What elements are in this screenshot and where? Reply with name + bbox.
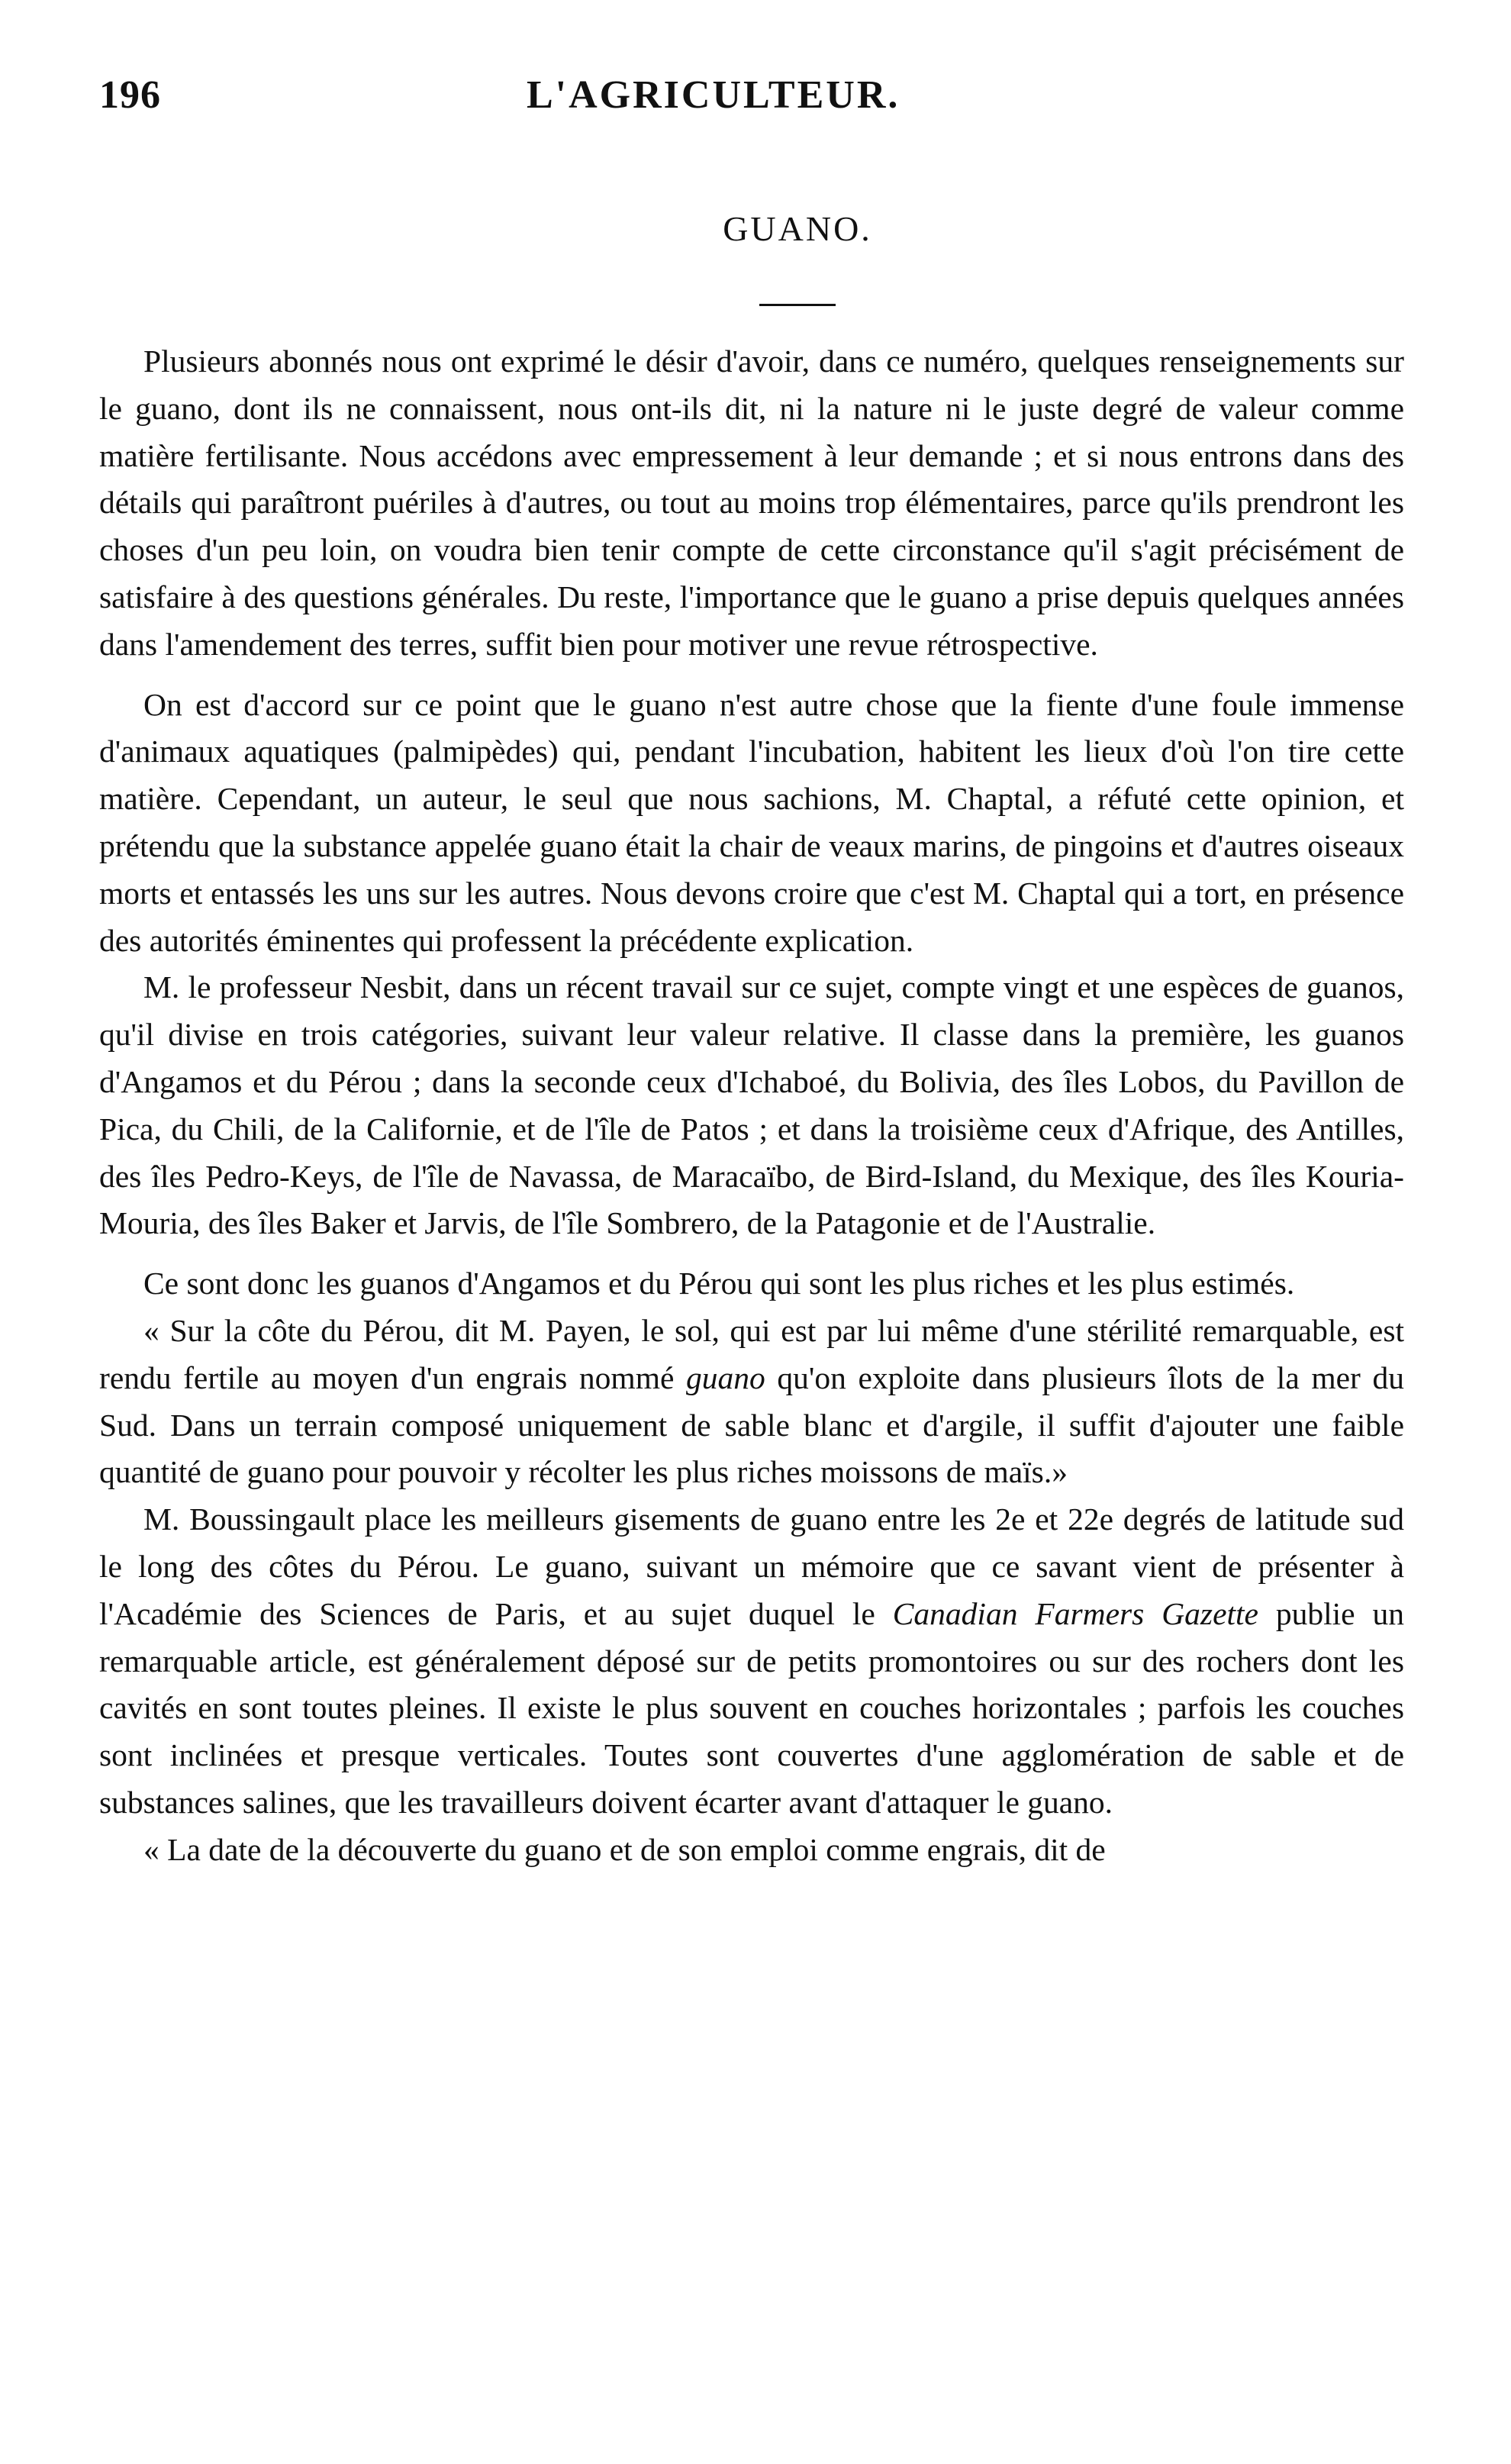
running-head — [99, 73, 1404, 126]
payen-quote-italic: guano — [686, 1359, 765, 1395]
body-text — [99, 338, 1404, 1874]
boussingault-start: M. Boussingault place les meilleurs gisements de guano entre les 2e et 22e degrés de latitude sud le long des côtes du Pérou. Le guano, suivant un mémoire que ce savant vient de présenter à l'Académie des Sciences de Paris, et au sujet duquel le — [99, 1501, 1404, 1631]
title-rule — [759, 304, 836, 306]
paragraph-origin: On est d'accord sur ce point que le guano n'est autre chose que la fiente d'une foule immense d'animaux aquatiques (palmipèdes) qui, pendant l'incubation, habitent les lieux d'où l'on tire cette matière. Cependant, un auteur, le seul que nous sachions, M. Chaptal, a réfuté cette opinion, et prétendu que la substance appelée guano était la chair de veaux marins, de pingoins et d'autres oiseaux morts et entassés les uns sur les autres. Nous devons croire que c'est M. Chaptal qui a tort, en présence des autorités éminentes qui professent la précédente explication. — [99, 686, 1404, 958]
section-title: GUANO. — [723, 209, 872, 248]
paragraph-intro: Plusieurs abonnés nous ont exprimé le désir d'avoir, dans ce numéro, quelques renseignements sur le guano, dont ils ne connaissent, nous ont-ils dit, ni la nature ni le juste degré de valeur comme matière fertilisante. Nous accédons avec empressement à leur demande ; et si nous entrons dans des détails qui paraîtront puériles à d'autres, ou tout au moins trop élémentaires, parce qu'ils prendront les choses d'un peu loin, on voudra bien tenir compte de cette circonstance qu'il s'agit précisément de satisfaire à des questions générales. Du reste, l'importance que le guano a prise depuis quelques années dans l'amendement des terres, suffit bien pour motiver une revue rétrospective. — [99, 343, 1404, 662]
book-page — [99, 73, 1404, 1874]
boussingault-end: publie un remarquable article, est généralement déposé sur de petits promontoires ou sur des rochers dont les cavités en sont toutes pleines. Il existe le plus souvent en couches horizontales ; parfois les couches sont inclinées et presque verticales. Toutes sont couvertes d'une agglomération de sable et de substances salines, que les travailleurs doivent écarter avant d'attaquer le guano. — [99, 1595, 1405, 1820]
paragraph-discovery: « La date de la découverte du guano et de son emploi comme engrais, dit de — [143, 1831, 1106, 1867]
running-title: L'AGRICULTEUR. — [527, 73, 900, 117]
payen-quote-start: « Sur la côte du Pérou, dit M. Payen, le sol, qui est par lui même d'une stérilité remarquable, est rendu fertile au moyen d'un engrais nommé — [99, 1312, 1404, 1395]
paragraph-nesbit: M. le professeur Nesbit, dans un récent travail sur ce sujet, compte vingt et une espèces de guanos, qu'il divise en trois catégories, suivant leur valeur relative. Il classe dans la première, les guanos d'Angamos et du Pérou ; dans la seconde ceux d'Ichaboé, du Bolivia, des îles Lobos, du Pavillon de Pica, du Chili, de la Californie, et de l'île de Patos ; et dans la troisième ceux d'Afrique, des Antilles, des îles Pedro-Keys, de l'île de Navassa, de Maracaïbo, de Bird-Island, du Mexique, des îles Kouria-Mouria, des îles Baker et Jarvis, de l'île Sombrero, de la Patagonie et de l'Australie. — [99, 969, 1404, 1241]
paragraph-boussingault — [99, 1496, 1404, 1827]
paragraph-richest: Ce sont donc les guanos d'Angamos et du Pérou qui sont les plus riches et les plus estimés. — [143, 1266, 1295, 1301]
paragraph-payen-quote — [99, 1308, 1404, 1496]
payen-quote-end: qu'on exploite dans plusieurs îlots de la mer du Sud. Dans un terrain composé uniquement de sable blanc et d'argile, il suffit d'ajouter une faible quantité de guano pour pouvoir y récolter les plus riches moissons de maïs.» — [99, 1359, 1404, 1490]
page-number: 196 — [99, 73, 161, 117]
gazette-title: Canadian Farmers Gazette — [892, 1595, 1258, 1631]
